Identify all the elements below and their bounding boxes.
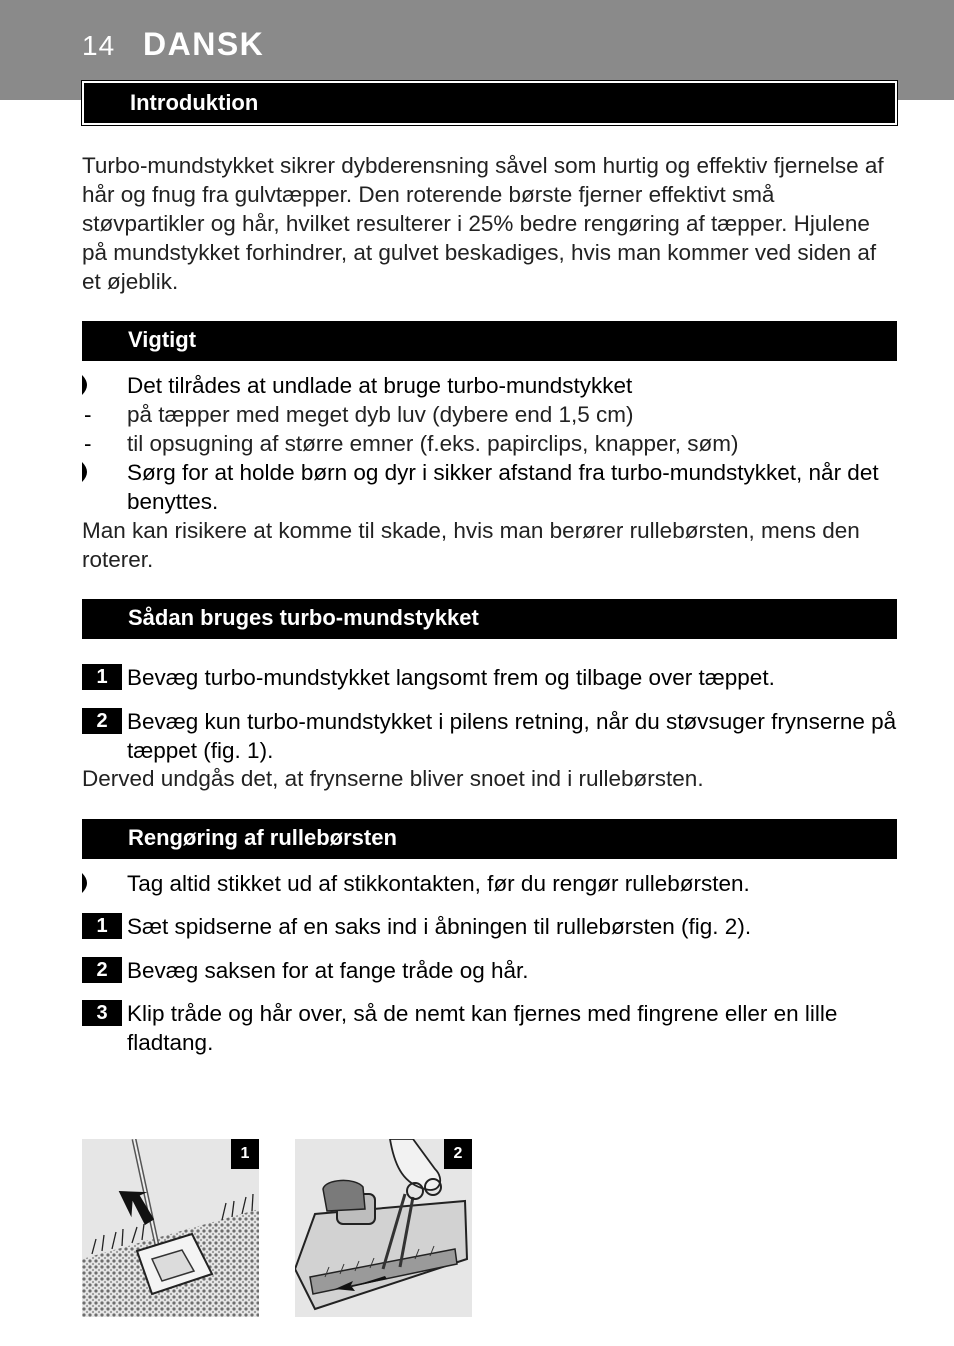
section-title: Introduktion — [130, 90, 259, 115]
list-item-text: på tæpper med meget dyb luv (dybere end 1,5 cm) — [127, 402, 634, 427]
figure-label: 2 — [444, 1139, 472, 1169]
section-title: Sådan bruges turbo-mundstykket — [128, 605, 479, 630]
usage-note: Derved undgås det, at frynserne bliver snoet ind i rullebørsten. — [82, 766, 704, 791]
figure-1 — [82, 1139, 259, 1317]
list-item-text: Tag altid stikket ud af stikkontakten, før du rengør rullebørsten. — [127, 871, 750, 896]
section-heading-cleaning — [82, 819, 897, 859]
step-number: 1 — [82, 913, 122, 939]
step-number: 2 — [82, 957, 122, 983]
section-title: Rengøring af rullebørsten — [128, 825, 397, 850]
page-number: 14 — [82, 30, 116, 61]
section-title: Vigtigt — [128, 327, 197, 352]
step-number: 3 — [82, 1000, 122, 1026]
section-heading-usage — [82, 599, 897, 639]
list-item-text: Det tilrådes at undlade at bruge turbo-mundstykket — [127, 373, 633, 398]
step-number: 2 — [82, 708, 122, 734]
section-heading-important — [82, 321, 897, 361]
step-number: 1 — [82, 664, 122, 690]
list-item-text: til opsugning af større emner (f.eks. papirclips, knapper, søm) — [127, 431, 739, 456]
bullet-icon — [82, 375, 92, 395]
list-item-text: Sørg for at holde børn og dyr i sikker afstand fra turbo-mundstykket, når det benyttes. — [127, 460, 879, 514]
step-text: Sæt spidserne af en saks ind i åbningen til rullebørsten (fig. 2). — [127, 914, 752, 939]
section-heading-intro — [82, 81, 897, 125]
step-text: Bevæg kun turbo-mundstykket i pilens retning, når du støvsuger frynserne på tæppet (fig. 1). — [127, 709, 897, 763]
intro-paragraph: Turbo-mundstykket sikrer dybderensning såvel som hurtig og effektiv fjernelse af hår og fnug fra gulvtæpper. Den roterende børste fjerner effektivt små støvpartikler og hår, hvilket resulterer i 25% bedre rengøring af tæpper. Hjulene på mundstykket forhindrer, at gulvet beskadiges, hvis man kommer ved siden af et øjeblik. — [82, 153, 884, 294]
step-text: Bevæg saksen for at fange tråde og hår. — [127, 958, 529, 983]
bullet-icon — [82, 873, 92, 893]
language-title: DANSK — [143, 26, 265, 62]
figure-label: 1 — [231, 1139, 259, 1169]
dash-marker: - — [84, 402, 92, 427]
step-text: Klip tråde og hår over, så de nemt kan fjernes med fingrene eller en lille fladtang. — [127, 1001, 838, 1055]
bullet-icon — [82, 462, 92, 482]
step-text: Bevæg turbo-mundstykket langsomt frem og tilbage over tæppet. — [127, 665, 775, 690]
dash-marker: - — [84, 431, 92, 456]
figure-2 — [295, 1139, 472, 1317]
important-note: Man kan risikere at komme til skade, hvis man berører rullebørsten, mens den roterer. — [82, 518, 860, 572]
